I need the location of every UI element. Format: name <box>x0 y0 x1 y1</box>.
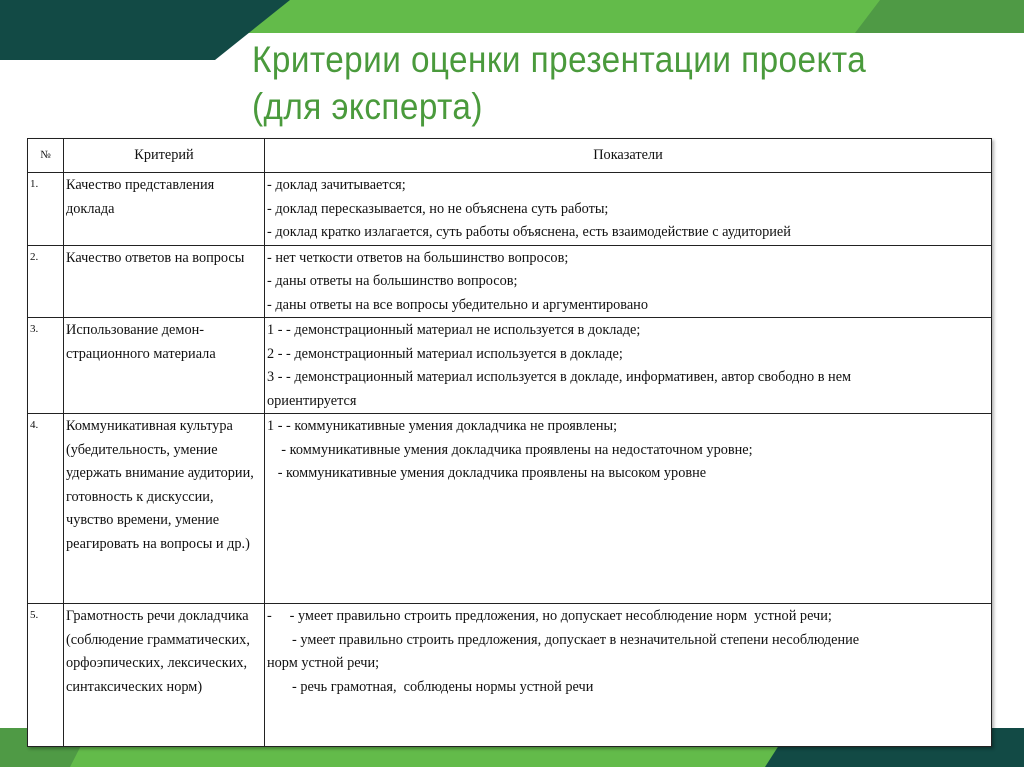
row-number: 3. <box>28 318 64 414</box>
indicators-cell <box>265 173 992 246</box>
indicators-cell <box>265 245 992 318</box>
top-dark-green-band <box>855 0 1024 33</box>
page-title: Критерии оценки презентации проекта (для эксперта) <box>252 39 867 127</box>
criterion-cell: Грамотность речи докладчика (соблюдение грамматических, орфоэпических, лексических, синтаксических норм) <box>64 604 265 747</box>
indicator-line: 1 - - коммуникативные умения докладчика не проявлены; <box>267 418 618 434</box>
table-row <box>28 173 992 246</box>
indicator-line: - доклад кратко излагается, суть работы объяснена, есть взаимодействие с аудиторией <box>267 224 791 240</box>
indicator-line: ориентируется <box>267 392 357 409</box>
table-row <box>28 604 992 747</box>
indicator-line: - доклад зачитывается; <box>267 177 406 193</box>
table-header-row <box>28 139 992 173</box>
criteria-table <box>27 138 992 747</box>
indicator-line: 3 - - демонстрационный материал используется в докладе, информативен, автор свободно в нем <box>267 369 852 385</box>
indicators-cell <box>265 318 992 414</box>
criterion-cell: Использование демон-страционного материала <box>64 318 265 414</box>
header-indicators: Показатели <box>265 139 992 173</box>
table-row <box>28 318 992 414</box>
indicators-cell <box>265 604 992 747</box>
criterion-cell: Коммуникативная культура (убедительность, умение удержать внимание аудитории, готовность к дискуссии, чувство времени, умение реагировать на вопросы и др.) <box>64 414 265 604</box>
indicator-line: - - умеет правильно строить предложения, но допускает несоблюдение норм устной речи; <box>267 608 832 624</box>
header-criterion: Критерий <box>64 139 265 173</box>
indicator-line: - даны ответы на все вопросы убедительно и аргументировано <box>267 296 648 313</box>
top-teal-band <box>0 0 290 60</box>
row-number: 5. <box>28 604 64 747</box>
indicator-line: - нет четкости ответов на большинство вопросов; <box>267 249 569 266</box>
table-row <box>28 414 992 604</box>
row-number: 1. <box>28 173 64 246</box>
header-number: № <box>28 139 64 173</box>
indicator-line: - коммуникативные умения докладчика проявлены на высоком уровне <box>267 465 707 481</box>
row-number: 4. <box>28 414 64 604</box>
indicator-line: 2 - - демонстрационный материал используется в докладе; <box>267 345 623 362</box>
indicator-line: - умеет правильно строить предложения, допускает в незначительной степени несоблюдение <box>267 631 860 648</box>
indicator-line: - речь грамотная, соблюдены нормы устной речи <box>267 678 594 695</box>
indicator-line: - даны ответы на большинство вопросов; <box>267 273 518 289</box>
indicator-line: - доклад пересказывается, но не объяснена суть работы; <box>267 200 609 217</box>
indicator-line: норм устной речи; <box>267 655 380 671</box>
indicators-cell <box>265 414 992 604</box>
criterion-cell: Качество представления доклада <box>64 173 265 246</box>
indicator-line: - коммуникативные умения докладчика проявлены на недостаточном уровне; <box>267 441 753 458</box>
criterion-cell: Качество ответов на вопросы <box>64 245 265 318</box>
indicator-line: 1 - - демонстрационный материал не используется в докладе; <box>267 322 641 338</box>
row-number: 2. <box>28 245 64 318</box>
table-row <box>28 245 992 318</box>
